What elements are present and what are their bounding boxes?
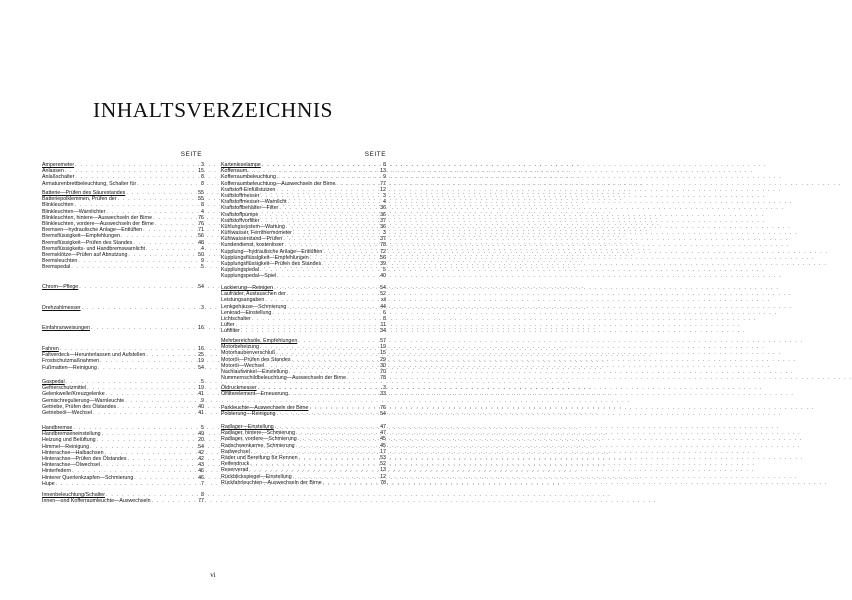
index-group xyxy=(42,162,204,187)
entry-page-number: 77 xyxy=(380,180,386,187)
entry-page-number: 52 xyxy=(380,461,386,468)
dot-leader xyxy=(78,284,193,290)
entry-label: Kühlwasser, Fernthermometer xyxy=(221,230,292,237)
index-entry xyxy=(42,284,204,290)
index-entry xyxy=(42,264,204,270)
entry-label: Innenbeleuchtung/Schalter xyxy=(42,492,106,498)
page-title: INHALTSVERZEICHNIS xyxy=(93,98,333,122)
entry-label: Kupplungspedal xyxy=(221,267,259,274)
entry-label: Lackierung—Reinigen xyxy=(221,285,274,291)
entry-label: Räder und Bereifung für Rennen xyxy=(221,454,298,461)
entry-label: Innen—und Kofferraumleuchte—Auswechseln xyxy=(42,498,151,505)
entry-label: Blinkleuchten, vordere—Auswechseln der Birne xyxy=(42,220,154,227)
entry-page-number: 13 xyxy=(380,467,386,474)
dot-leader xyxy=(288,391,375,397)
index-group xyxy=(42,190,204,270)
index-entry xyxy=(221,375,386,381)
entry-page-number: 42 xyxy=(198,455,204,462)
entry-label: Kofferraumbeleuchtung xyxy=(221,174,276,181)
entry-page-number: 25 xyxy=(198,352,204,359)
entry-page-number: 44 xyxy=(380,303,386,310)
entry-label: Rückfahrleuchten—Auswechseln der Birne xyxy=(221,479,322,486)
entry-label: Kupplungsflüssigkeit—Empfehlungen xyxy=(221,254,309,261)
entry-page-number: 5 xyxy=(201,379,204,385)
entry-page-number: 8 xyxy=(383,162,386,168)
index-entry xyxy=(221,273,386,279)
index-entry xyxy=(221,411,386,417)
entry-label: Fahren xyxy=(42,346,59,352)
index-entry xyxy=(42,410,204,416)
entry-page-number: 9 xyxy=(383,174,386,181)
entry-label: Lenkrad—Einstellung xyxy=(221,309,272,316)
entry-page-number: 19 xyxy=(198,385,204,392)
entry-label: Gemischregulierung—Warnleuchte xyxy=(42,397,125,404)
entry-page-number: 57 xyxy=(380,338,386,344)
entry-page-number: 46 xyxy=(198,474,204,481)
entry-label: Gelenkwelle/Kreuzgelenke xyxy=(42,391,105,398)
entry-label: Amperemeter xyxy=(42,162,75,168)
entry-page-number: 54 xyxy=(198,443,204,450)
entry-page-number: 30 xyxy=(380,362,386,369)
dot-leader xyxy=(97,365,193,371)
dot-leader xyxy=(81,305,193,311)
entry-page-number: 39 xyxy=(380,261,386,267)
entry-page-number: 55 xyxy=(198,196,204,203)
entry-label: Anlassen xyxy=(42,168,64,175)
entry-label: Heizung und Belüftung xyxy=(42,437,96,444)
entry-label: Lüfter xyxy=(221,322,235,329)
entry-label: Blinkleuchten—Warnlichter xyxy=(42,208,106,215)
entry-label: Nummernschildbeleuchtung—Auswechseln der Birne xyxy=(221,375,347,382)
entry-label: Kupplung—hydraulische Anlage—Entlüften xyxy=(221,248,323,255)
dot-leader xyxy=(322,480,375,486)
entry-label: Radwechsel xyxy=(221,448,250,455)
entry-label: Handbremse xyxy=(42,425,73,431)
dot-leader xyxy=(136,181,193,187)
entry-page-number: 19 xyxy=(380,344,386,351)
entry-label: Blinkleuchten xyxy=(42,202,74,209)
index-group xyxy=(221,405,386,417)
index-group xyxy=(42,305,204,311)
entry-label: Kühlungssystem—Wartung xyxy=(221,223,285,230)
entry-page-number: 5 xyxy=(201,425,204,431)
entry-page-number: 16 xyxy=(198,346,204,352)
entry-label: Kraftstoffpumpe xyxy=(221,211,259,218)
entry-label: Kraftstoff-Einfüllstutzen xyxy=(221,186,276,193)
entry-page-number: 76 xyxy=(198,214,204,221)
entry-page-number: 50 xyxy=(198,251,204,258)
page-number: vi xyxy=(210,571,216,579)
entry-page-number: 11 xyxy=(380,322,386,329)
index-group xyxy=(221,338,386,381)
entry-label: Hinterachse—Ölwechsel xyxy=(42,462,100,469)
entry-page-number: 9 xyxy=(201,258,204,265)
entry-label: Bremsklötze—Prüfen auf Abnutzung xyxy=(42,251,128,258)
entry-label: Handbremseneinstellung xyxy=(42,431,101,438)
entry-label: Lichtschalter xyxy=(221,315,251,322)
entry-label: Motorhaubenverschluß xyxy=(221,350,276,357)
index-group xyxy=(221,385,386,397)
entry-label: Laufräder, Austauschen der xyxy=(221,291,286,298)
entry-label: Kundendienst, kostenloser xyxy=(221,242,284,249)
entry-page-number: 3 xyxy=(201,162,204,168)
entry-page-number: 37 xyxy=(380,236,386,243)
entry-label: Einfahranweisungen xyxy=(42,325,91,331)
entry-page-number: 17 xyxy=(380,448,386,455)
entry-label: Batteriepolklemmen, Prüfen der xyxy=(42,196,117,203)
entry-label: Öldruckmesser xyxy=(221,385,257,391)
entry-page-number: 53 xyxy=(380,454,386,461)
entry-page-number: 52 xyxy=(380,291,386,298)
entry-page-number: 3 xyxy=(383,192,386,199)
dot-leader xyxy=(275,411,375,417)
entry-label: Kofferraumbeleuchtung—Auswechseln der Birne xyxy=(221,180,336,187)
index-group xyxy=(42,346,204,371)
entry-page-number: 47 xyxy=(380,430,386,437)
entry-label: Kraftstoffmesser xyxy=(221,192,260,199)
entry-page-number: 40 xyxy=(198,403,204,410)
entry-page-number: 15 xyxy=(198,168,204,175)
entry-label: Bremsflüssigkeits- und Handbremswarnlicht xyxy=(42,245,146,252)
entry-page-number: 54 xyxy=(380,411,386,418)
entry-page-number: 41 xyxy=(198,409,204,416)
entry-page-number: 15 xyxy=(380,350,386,357)
entry-page-number: 71 xyxy=(198,227,204,234)
entry-page-number: 36 xyxy=(380,223,386,230)
entry-page-number: 77 xyxy=(198,498,204,505)
entry-page-number: 12 xyxy=(380,186,386,193)
entry-label: Radlager, hintere—Schmierung xyxy=(221,430,295,437)
entry-label: Kupplungsflüssigkeit—Prüfen des Standes xyxy=(221,261,322,267)
entry-label: Gaspedal xyxy=(42,379,65,385)
entry-page-number: 3 xyxy=(383,230,386,237)
entry-label: Getriebe, Prüfen des Ölstandes xyxy=(42,403,117,410)
entry-page-number: 41 xyxy=(198,391,204,398)
entry-page-number: 4 xyxy=(383,199,386,206)
entry-label: Anlaßschalter xyxy=(42,174,75,181)
entry-label: Fußmatten—Reinigung xyxy=(42,364,97,371)
entry-page-number: 78 xyxy=(380,479,386,486)
entry-label: Mehrbereichsöle, Empfehlungen xyxy=(221,338,298,344)
index-entry xyxy=(221,480,386,486)
index-entry xyxy=(221,328,386,334)
entry-page-number: 45 xyxy=(380,442,386,449)
dot-leader xyxy=(70,264,193,270)
entry-label: Motorbeheizung xyxy=(221,344,259,351)
entry-label: Bremsleuchten xyxy=(42,258,78,265)
entry-page-number: xii xyxy=(380,297,386,304)
entry-page-number: 6 xyxy=(383,309,386,316)
entry-page-number: 47 xyxy=(380,424,386,430)
entry-label: Hupe xyxy=(42,480,55,487)
entry-label: Blinkleuchten, hintere—Auswechseln der Birne xyxy=(42,214,153,221)
entry-page-number: 45 xyxy=(380,436,386,443)
entry-label: Batterie—Prüfen des Säurestandes xyxy=(42,190,126,196)
entry-label: Frostschutzmaßnahmen xyxy=(42,358,100,365)
entry-label: Kraftstoffmesser—Warnlicht xyxy=(221,199,287,206)
entry-label: Radlager—Einstellung xyxy=(221,424,274,430)
entry-label: Getriebeöl—Wechsel xyxy=(42,409,92,416)
entry-page-number: 76 xyxy=(380,405,386,411)
entry-label: Lenkgehäuse—Schmierung xyxy=(221,303,287,310)
dot-leader xyxy=(92,410,193,416)
entry-page-number: 70 xyxy=(380,368,386,375)
index-group xyxy=(221,424,386,486)
entry-label: Chrom—Pflege xyxy=(42,284,79,290)
index-group xyxy=(221,285,386,335)
dot-leader xyxy=(276,273,375,279)
entry-page-number: 54 xyxy=(198,284,204,290)
entry-page-number: 29 xyxy=(380,356,386,363)
entry-page-number: 56 xyxy=(198,233,204,240)
entry-label: Hinterfedern xyxy=(42,468,72,475)
entry-label: Motoröl—Wechsel xyxy=(221,362,265,369)
index-entry xyxy=(42,481,204,487)
entry-page-number: 40 xyxy=(380,273,386,280)
index-group xyxy=(42,492,204,504)
entry-label: Hinterachse—Halbachsen xyxy=(42,449,104,456)
entry-page-number: 5 xyxy=(383,267,386,274)
dot-leader xyxy=(90,325,193,331)
entry-label: Armaturenbrettbeleuchtung, Schalter für xyxy=(42,180,137,187)
entry-page-number: 46 xyxy=(198,468,204,475)
dot-leader xyxy=(55,481,193,487)
page-column-header-right: SEITE xyxy=(364,151,386,158)
entry-page-number: 42 xyxy=(198,449,204,456)
entry-page-number: 5 xyxy=(201,264,204,271)
entry-page-number: 33 xyxy=(380,391,386,398)
entry-label: Reserverad xyxy=(221,467,249,474)
entry-page-number: 8 xyxy=(383,315,386,322)
entry-label: Kraftstoffbehälter—Filter xyxy=(221,205,279,212)
entry-page-number: 78 xyxy=(380,242,386,249)
page-column-header-left: SEITE xyxy=(180,151,202,158)
entry-label: Bremsflüssigkeit—Prüfen des Standes xyxy=(42,239,133,246)
entry-label: Faltverdeck—Herunterlassen und Aufstellen xyxy=(42,352,146,359)
entry-label: Parkleuchte—Auswechseln der Birne xyxy=(221,405,309,411)
entry-label: Radlager, vordere—Schmierung xyxy=(221,436,297,443)
entry-label: Ölfilterelement—Erneuerung xyxy=(221,391,289,398)
index-entry xyxy=(42,498,204,504)
entry-page-number: 7 xyxy=(201,480,204,487)
entry-page-number: 20 xyxy=(198,437,204,444)
entry-page-number: 4 xyxy=(201,208,204,215)
entry-page-number: 56 xyxy=(380,254,386,261)
index-entry xyxy=(42,181,204,187)
index-group xyxy=(42,425,204,487)
entry-page-number: 48 xyxy=(198,239,204,246)
entry-label: Kofferraum xyxy=(221,168,248,175)
entry-label: Gefrierschutzmittel xyxy=(42,385,87,392)
entry-page-number: 76 xyxy=(198,220,204,227)
index-group xyxy=(42,325,204,331)
entry-page-number: 49 xyxy=(198,431,204,438)
entry-page-number: 78 xyxy=(380,375,386,382)
entry-page-number: 12 xyxy=(380,473,386,480)
entry-label: Hinterachse—Prüfen des Ölstandes xyxy=(42,455,127,462)
index-entry xyxy=(221,391,386,397)
entry-page-number: 9 xyxy=(201,397,204,404)
dot-leader xyxy=(346,375,375,381)
index-entry xyxy=(42,325,204,331)
entry-page-number: 37 xyxy=(380,217,386,224)
entry-label: Rückblickspiegel—Einstellung xyxy=(221,473,292,480)
entry-page-number: 72 xyxy=(380,248,386,255)
entry-label: Motoröl—Prüfen des Standes xyxy=(221,356,291,363)
entry-page-number: 3 xyxy=(201,305,204,311)
index-group xyxy=(42,379,204,416)
entry-page-number: 34 xyxy=(380,328,386,335)
entry-label: Bremsflüssigkeit—Empfehlungen xyxy=(42,233,121,240)
entry-label: Radschwenkarme, Schmierung xyxy=(221,442,295,449)
entry-page-number: 13 xyxy=(380,168,386,175)
dot-leader xyxy=(240,328,375,334)
entry-page-number: 8 xyxy=(201,492,204,498)
entry-page-number: 8 xyxy=(201,174,204,181)
entry-page-number: 19 xyxy=(198,358,204,365)
entry-label: Bremspedal xyxy=(42,264,71,271)
index-entry xyxy=(42,365,204,371)
entry-label: Luftfilter xyxy=(221,328,240,335)
entry-page-number: 3 xyxy=(383,385,386,391)
entry-page-number: 8 xyxy=(201,180,204,187)
dot-leader xyxy=(151,498,193,504)
entry-page-number: 16 xyxy=(198,325,204,331)
index-group xyxy=(221,162,386,280)
index-entry xyxy=(42,305,204,311)
entry-page-number: 55 xyxy=(198,190,204,196)
entry-label: Kraftstoffvorfilter xyxy=(221,217,260,224)
entry-label: Hinterer Querlenkzapfen—Schmierung xyxy=(42,474,134,481)
entry-label: Kupplungspedal—Spiel xyxy=(221,273,277,280)
entry-page-number: 54 xyxy=(198,364,204,371)
entry-label: Kartenleselampe xyxy=(221,162,261,168)
entry-page-number: 4 xyxy=(201,245,204,252)
entry-label: Polsterung—Reinigung xyxy=(221,411,276,418)
entry-label: Himmel—Reinigung xyxy=(42,443,90,450)
entry-page-number: 36 xyxy=(380,205,386,212)
entry-label: Kühlwasserstand—Prüfen xyxy=(221,236,283,243)
entry-page-number: 36 xyxy=(380,211,386,218)
entry-label: Bremsen—hydraulische Anlage—Entlüften xyxy=(42,227,143,234)
entry-page-number: 54 xyxy=(380,285,386,291)
entry-page-number: 43 xyxy=(198,462,204,469)
entry-page-number: 8 xyxy=(201,202,204,209)
index-group xyxy=(42,284,204,290)
entry-label: Nachlaufwinkel—Einstellung xyxy=(221,368,288,375)
entry-label: Leistungsangaben xyxy=(221,297,265,304)
entry-label: Drehzahlmesser xyxy=(42,305,81,311)
entry-label: Reifendruck xyxy=(221,461,250,468)
